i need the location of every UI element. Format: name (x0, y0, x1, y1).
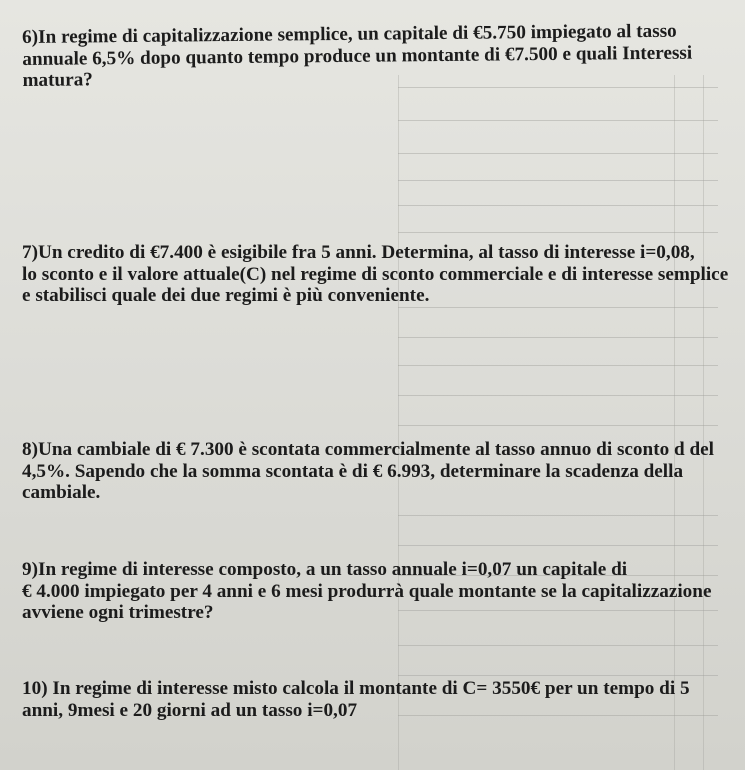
exercise-6-line-2: annuale 6,5% dopo quanto tempo produce un montante di €7.500 e quali Interessi (22, 42, 693, 70)
exercise-7-line-1: 7)Un credito di €7.400 è esigibile fra 5 anni. Determina, al tasso di interesse i=0,08, (22, 242, 695, 263)
exercise-10-line-2: anni, 9mesi e 20 giorni ad un tasso i=0,07 (22, 699, 358, 721)
exercise-8-line-2: 4,5%. Sapendo che la somma scontata è di € 6.993, determinare la scadenza della (22, 460, 684, 482)
exercise-8-line-1: 8)Una cambiale di € 7.300 è scontata commercialmente al tasso annuo di sconto d del (22, 439, 714, 460)
exercise-10-line-1: 10) In regime di interesse misto calcola il montante di C= 3550€ per un tempo di 5 (22, 678, 690, 699)
exercise-6 (22, 20, 741, 91)
exercise-8 (22, 439, 740, 504)
exercise-9 (22, 559, 727, 624)
exercise-9-line-3: avviene ogni trimestre? (22, 602, 214, 623)
exercise-9-line-2: € 4.000 impiegato per 4 anni e 6 mesi produrrà quale montante se la capitalizzazione (22, 580, 712, 602)
exercise-10 (22, 678, 740, 721)
exercise-7-line-3: e stabilisci quale dei due regimi è più conveniente. (22, 285, 430, 306)
exercise-6-line-3: matura? (22, 69, 93, 91)
exercise-7 (22, 242, 740, 307)
exercise-6-line-1: 6)In regime di capitalizzazione semplice, un capitale di €5.750 impiegato al tasso (22, 20, 677, 48)
show-through-grid (398, 75, 718, 770)
exercise-8-line-3: cambiale. (22, 482, 101, 503)
exercise-7-line-2: lo sconto e il valore attuale(C) nel regime di sconto commerciale e di interesse semplice (22, 263, 729, 285)
exercise-9-line-1: 9)In regime di interesse composto, a un tasso annuale i=0,07 un capitale di (22, 559, 628, 580)
